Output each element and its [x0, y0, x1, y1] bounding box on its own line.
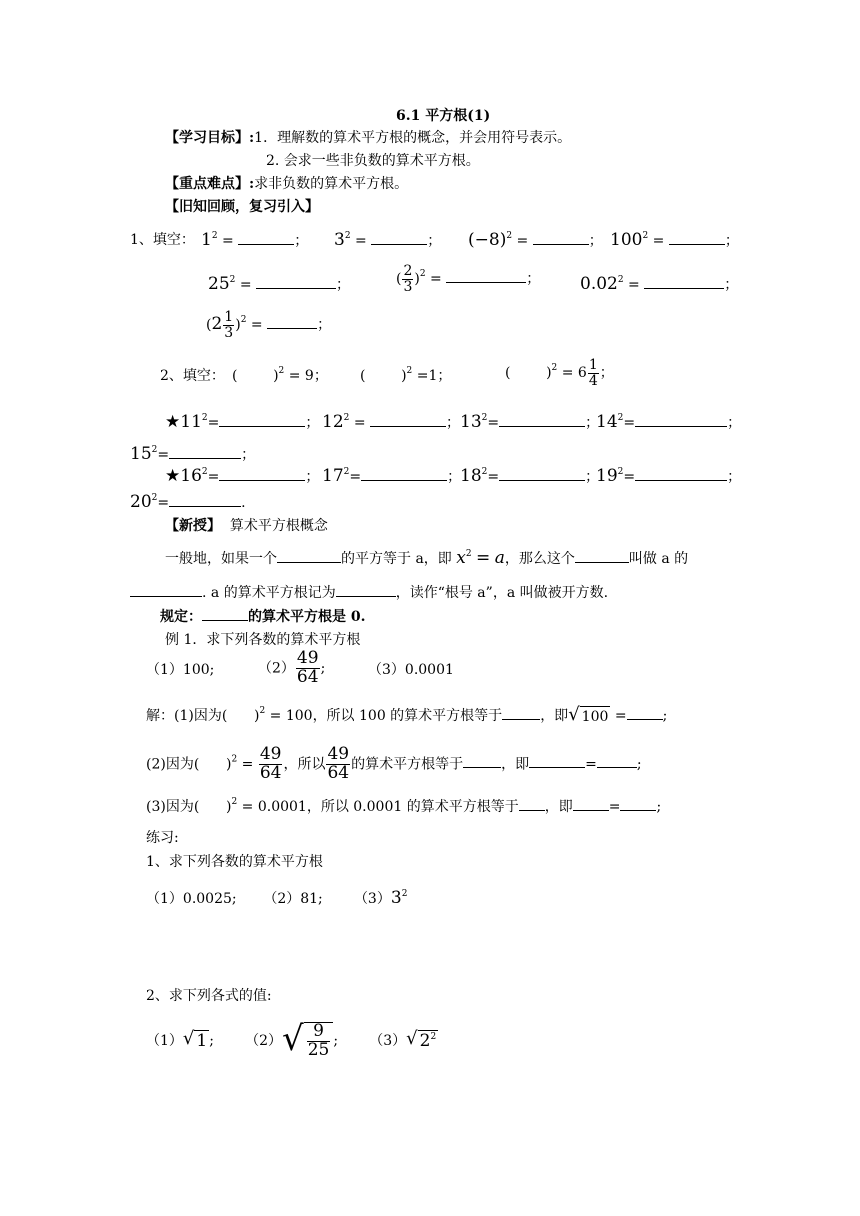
q1-item-8: (2 $\frac{1}{3}$ )$^2$ = ；	[206, 309, 332, 341]
example-item-3: （3）0.0001	[368, 662, 454, 678]
q2-label: 2、填空：	[160, 368, 225, 384]
goals-label: 【学习目标】:	[165, 130, 255, 146]
solution-1: 解：(1)因为( )$^2$ = 100，所以 100 的算术平方根等于 ，即 √ 100 = ;	[146, 703, 668, 725]
star-item-13: $13^2=$ ；	[460, 412, 600, 432]
difficulty-label: 【重点难点】:	[165, 176, 255, 192]
q1-label: 1、填空：	[130, 232, 195, 248]
star-item-19: $19^2=$ ；	[596, 466, 742, 486]
star-item-18: $18^2=$ ；	[460, 466, 600, 486]
q1-item-7: $0.02^2$ = ；	[580, 274, 739, 294]
difficulty-line	[165, 174, 408, 194]
example-item-2: （2） $\frac{49}{64}$ ;	[258, 648, 326, 687]
star-item-11: $★11^2=$ ；	[165, 412, 320, 432]
q1-item-4: $100^2$ = ；	[610, 230, 739, 250]
difficulty-text: 求非负数的算术平方根。	[254, 176, 409, 192]
star-item-17: $17^2=$ ；	[322, 466, 462, 486]
star-item-20: $20^2=$ .	[130, 492, 246, 512]
q1-item-6: ( $\frac{2}{3}$ )$^2$ = ；	[396, 263, 541, 295]
practice-2: 2、求下列各式的值:	[146, 988, 272, 1004]
star-item-16: $★16^2=$ ；	[165, 466, 320, 486]
star-item-14: $14^2=$ ；	[596, 412, 742, 432]
practice-1: 1、求下列各数的算术平方根	[146, 854, 323, 870]
star-item-12: $12^2$ = ；	[322, 412, 461, 432]
page-title: 6.1 平方根(1)	[396, 108, 491, 124]
q1-item-2: $3^2$ = ；	[334, 230, 442, 250]
goal-1: 1．理解数的算术平方根的概念，并会用符号表示。	[254, 130, 572, 146]
review-heading: 【旧知回顾，复习引入】	[165, 199, 319, 215]
solution-3: (3)因为( )$^2$ = 0.0001，所以 0.0001 的算术平方根等于 ，即 = ;	[146, 797, 662, 815]
q2-item-3: ( )$^2$ = 6 $\frac{1}{4}$ ；	[505, 357, 614, 389]
practice-heading: 练习:	[146, 830, 179, 846]
goals-line-1	[165, 128, 571, 148]
q1-item-3: $(-8)^2$ = ；	[468, 230, 603, 250]
q2-item-2: ( )$^2$ =1；	[360, 366, 452, 384]
example-item-1: （1）100;	[146, 662, 215, 678]
solution-2: (2)因为( )$^2$ = $\frac{49}{64}$ ，所以 $\frac{49}{64}$ 的算术平方根等于 ，即 = ;	[146, 744, 642, 783]
q2-item-1: ( )$^2$ = 9；	[232, 366, 328, 384]
q1-item-1: $1^2$ = ；	[201, 230, 309, 250]
rule-line: 规定： 的算术平方根是 0.	[160, 606, 366, 627]
goal-2: 2. 会求一些非负数的算术平方根。	[266, 153, 480, 169]
example-heading: 例 1．求下列各数的算术平方根	[165, 632, 361, 648]
q1-item-5: $25^2$ = ；	[208, 274, 351, 294]
definition-line-1: 一般地，如果一个 的平方等于 a，即 $x^2 = a$，那么这个 叫做 a 的	[165, 548, 689, 568]
new-section: 【新授】 算术平方根概念	[165, 518, 328, 534]
practice-1-items: （1）0.0025; （2）81; $(3)3^2$	[146, 888, 408, 908]
definition-line-2: . a 的算术平方根记为 ，读作“根号 a”，a 叫做被开方数.	[130, 582, 608, 603]
practice-2-items: （1） √ 1 ; （2） √ $\frac{9}{25}$ ; （3） √ $2^2$	[146, 1019, 437, 1060]
star-item-15: $15^2=$ ；	[130, 444, 256, 464]
